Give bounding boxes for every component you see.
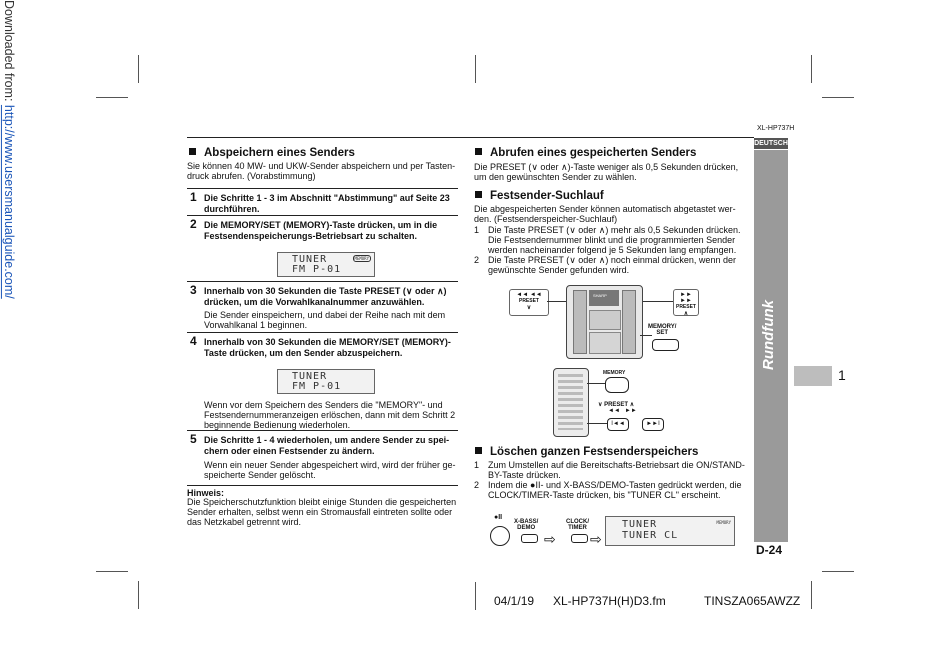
- preset-up-button[interactable]: ►►I: [642, 418, 664, 431]
- play-pause-button[interactable]: [490, 526, 510, 546]
- top-rule: [187, 137, 754, 138]
- crop-mark: [475, 582, 476, 610]
- section-bar: [754, 150, 788, 542]
- download-prefix: Downloaded from:: [2, 0, 16, 105]
- brand-label: SHARP: [593, 293, 607, 298]
- step-5: [187, 430, 458, 486]
- list-item: 1 Zum Umstellen auf die Bereitschafts-Betriebsart die ON/STAND- BY-Taste drücken.: [474, 460, 745, 480]
- cassette-deck: [589, 332, 621, 354]
- callout-line: [587, 423, 607, 424]
- scan-list: [474, 225, 754, 275]
- crop-mark: [811, 55, 812, 83]
- download-url[interactable]: http://www.usersmanualguide.com/: [2, 104, 16, 299]
- crop-mark: [96, 571, 128, 572]
- memory-set-label: MEMORY/ SET: [648, 324, 677, 336]
- preset-down-callout: ◄◄ ◄◄ PRESET ∨: [509, 289, 549, 316]
- crop-mark: [822, 97, 854, 98]
- step-text: Die Schritte 1 - 3 im Abschnitt "Abstimmung" auf Seite 23 durchführen.: [204, 193, 450, 214]
- callout-line: [587, 383, 605, 384]
- step-1: [187, 188, 458, 216]
- step-2: [187, 215, 458, 282]
- step-note: Wenn ein neuer Sender abgespeichert wird, wird der früher ge- speicherte Sender gelöscht.: [204, 460, 456, 480]
- step-3: [187, 281, 458, 333]
- preset-arrows: ◄◄ ►►: [608, 408, 637, 414]
- memory-indicator: MEMORY: [716, 520, 731, 525]
- memory-button[interactable]: [605, 377, 629, 393]
- recall-heading: Abrufen eines gespeicherten Senders: [473, 147, 696, 159]
- step-text: Die Schritte 1 - 4 wiederholen, um andere Sender zu spei- chern oder einen Festsender zu ändern.: [204, 435, 450, 456]
- callout-line: [641, 301, 673, 302]
- callout-line: [640, 335, 652, 336]
- footer-date: 04/1/19: [494, 594, 535, 608]
- step-number: 3: [190, 283, 197, 297]
- step-text: Innerhalb von 30 Sekunden die Taste PRESET (∨ oder ∧) drücken, um die Vorwahlkanalnummer anzuwählen.: [204, 286, 447, 307]
- footer-file: XL-HP737H(H)D3.fm: [553, 594, 666, 608]
- section-tab: [794, 366, 832, 386]
- clock-label: CLOCK/ TIMER: [566, 519, 589, 531]
- step-note: Wenn vor dem Speichern des Senders die "MEMORY"- und Festsendernummeranzeigen erlöschen, dann mit dem Schritt 2 beginnende Bedienung wiederholen.: [204, 400, 456, 430]
- hint-text: Die Speicherschutzfunktion bleibt einige Stunden die gespeicherten Sender erhalten, selbst wenn ein Stromausfall eintreten sollte oder das Netzkabel getrennt wird.: [187, 497, 457, 527]
- scan-intro: Die abgespeicherten Sender können automatisch abgetastet wer- den. (Festsenderspeicher-Suchlauf): [474, 204, 736, 224]
- page-number: D-24: [756, 543, 783, 557]
- xbass-label: X-BASS/ DEMO: [514, 519, 539, 531]
- xbass-demo-button[interactable]: [521, 534, 538, 543]
- step-number: 2: [190, 217, 197, 231]
- step-4: [187, 332, 458, 431]
- scan-heading: Festsender-Suchlauf: [473, 190, 604, 202]
- crop-mark: [96, 97, 128, 98]
- step-text: Innerhalb von 30 Sekunden die MEMORY/SET (MEMORY)- Taste drücken, um den Sender abzuspeichern.: [204, 337, 451, 358]
- crop-mark: [822, 571, 854, 572]
- callout-line: [547, 301, 567, 302]
- memory-indicator: MEMORY: [354, 256, 369, 261]
- recall-text: Die PRESET (∨ oder ∧)-Taste weniger als 0,5 Sekunden drücken, um den gewünschten Sender zu wählen.: [474, 162, 739, 182]
- lcd-display: TUNER FM P-01: [277, 369, 375, 394]
- lcd-display-clear: TUNER TUNER CL MEMORY: [605, 516, 735, 546]
- download-source-note: [0, 0, 16, 320]
- remote-buttons: [558, 374, 583, 430]
- preset-remote-label: ∨ PRESET ∧: [598, 402, 635, 408]
- list-item: 2 Indem die ●II- und X-BASS/DEMO-Tasten gedrückt werden, die CLOCK/TIMER-Taste drücken, bis "TUNER CL" erscheint.: [474, 480, 742, 500]
- cd-tray: [589, 310, 621, 330]
- footer-code: TINSZA065AWZZ: [704, 594, 801, 608]
- section-title: Rundfunk: [760, 300, 777, 370]
- lcd-display: TUNER FM P-01 MEMORY: [277, 252, 375, 277]
- list-item: 1 Die Taste PRESET (∨ oder ∧) mehr als 0,5 Sekunden drücken. Die Festsendernummer blinkt und die programmierten Sender werden nacheinander folgend je 5 Sekunden lang empfangen.: [474, 225, 741, 255]
- clear-list: [474, 460, 754, 500]
- clock-timer-button[interactable]: [571, 534, 588, 543]
- list-item: 2 Die Taste PRESET (∨ oder ∧) noch einmal drücken, wenn der gewünschte Sender gefunden wird.: [474, 255, 736, 275]
- step-text: Die MEMORY/SET (MEMORY)-Taste drücken, um in die Festsendenspeicherungs-Betriebsart zu schalten.: [204, 220, 438, 241]
- arrow-icon: ⇨: [590, 531, 602, 547]
- remote-control: [553, 368, 589, 437]
- speaker-left: [573, 290, 587, 354]
- clear-heading: Löschen ganzen Festsenderspeichers: [473, 446, 698, 458]
- language-badge: DEUTSCH: [754, 140, 788, 147]
- memory-label: MEMORY: [603, 370, 626, 376]
- crop-mark: [138, 581, 139, 609]
- step-number: 5: [190, 432, 197, 446]
- crop-mark: [811, 581, 812, 609]
- preset-down-button[interactable]: I◄◄: [607, 418, 629, 431]
- store-intro: Sie können 40 MW- und UKW-Sender abspeichern und per Tasten- druck abrufen. (Vorabstimmung): [187, 161, 456, 181]
- stereo-unit: [566, 285, 643, 359]
- crop-mark: [138, 55, 139, 83]
- step-note: Die Sender einspeichern, und dabei der Reihe nach mit dem Vorwahlkanal 1 beginnen.: [204, 310, 446, 330]
- step-number: 4: [190, 334, 197, 348]
- section-number: 1: [838, 367, 846, 383]
- hint-title: Hinweis:: [187, 488, 225, 498]
- step-number: 1: [190, 190, 197, 204]
- speaker-right: [622, 290, 636, 354]
- crop-mark: [475, 55, 476, 83]
- model-label: XL-HP737H: [757, 125, 795, 132]
- arrow-icon: ⇨: [544, 531, 556, 547]
- play-pause-label: ●II: [494, 514, 503, 521]
- memory-set-button[interactable]: [652, 339, 679, 351]
- preset-up-callout: ►► ►► PRESET ∧: [673, 289, 699, 316]
- store-heading: Abspeichern eines Senders: [187, 147, 355, 159]
